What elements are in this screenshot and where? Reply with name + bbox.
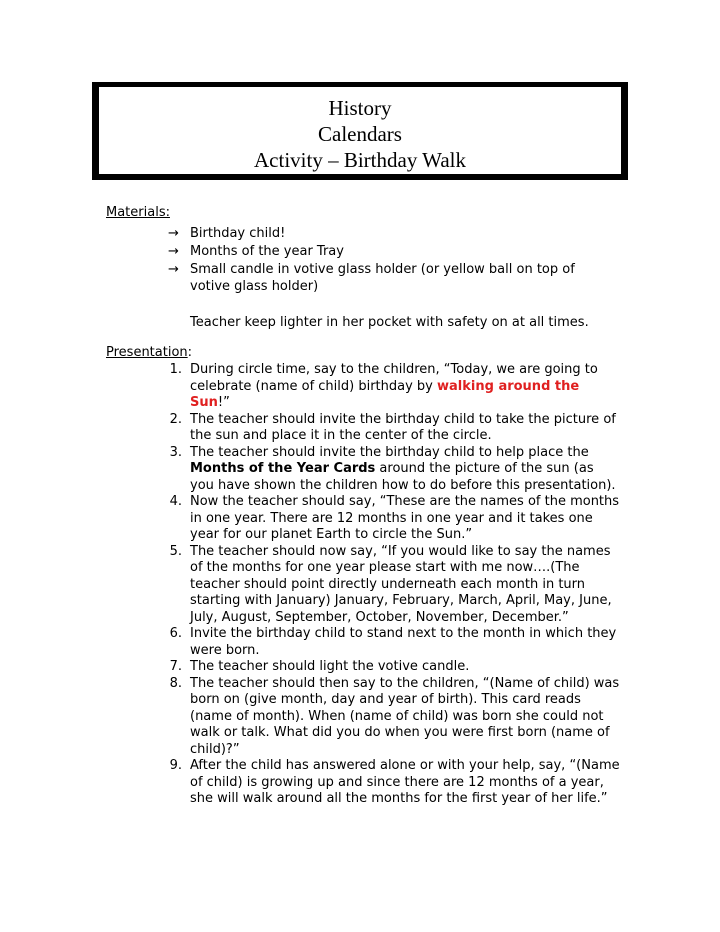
step-item	[160, 544, 620, 627]
title-activity: Activity – Birthday Walk	[254, 148, 466, 172]
step-number: 6.	[169, 626, 182, 641]
step-text: After the child has answered alone or with your help, say, “(Name of child) is growing up and since there are 12 months of a year, she will walk around all the months for the first year of her life.”	[190, 758, 620, 806]
step-number: 2.	[169, 411, 182, 427]
presentation-heading	[106, 345, 192, 362]
step-text: Now the teacher should say, “These are the names of the months in one year. There are 12 months in one year and it takes one year for our planet Earth to circle the Sun.”	[190, 494, 620, 542]
bold-phrase: Months of the Year Cards	[190, 461, 376, 476]
step-text: The teacher should invite the birthday child to take the picture of the sun and place it in the center of the circle.	[190, 411, 616, 443]
right-arrow-icon: →	[168, 226, 179, 241]
highlight-phrase: walking around the Sun	[190, 378, 580, 410]
step-text: The teacher should now say, “If you would like to say the names of the months for one year please start with me now….(The teacher should point directly underneath each month in turn starting with January) January, February, March, April, May, June, July, August, September, October, November, December.”	[190, 543, 612, 625]
step-number: 7.	[169, 659, 182, 674]
step-item	[160, 758, 620, 808]
step-item	[160, 362, 620, 412]
step-number: 3.	[169, 444, 182, 460]
step-text: The teacher should invite the birthday child to help place the	[190, 444, 589, 460]
material-text: Small candle in votive glass holder (or yellow ball on top of votive glass holder)	[190, 262, 575, 294]
step-text: The teacher should then say to the children, “(Name of child) was born on (give month, day and year of birth). This card reads (name of month). When (name of child) was born she could not walk or talk. What did you do when you were first born (name of child)?”	[190, 675, 620, 757]
step-text: The teacher should light the votive candle.	[190, 659, 470, 674]
material-text: Birthday child!	[190, 226, 286, 241]
presentation-heading-colon: :	[187, 345, 193, 360]
step-number: 8.	[169, 675, 182, 691]
step-item	[160, 659, 620, 676]
material-text: Months of the year Tray	[190, 244, 344, 259]
presentation-steps	[160, 362, 620, 808]
title-topic: Calendars	[318, 122, 402, 146]
step-text-end: around the picture of the sun (as you have shown the children how to do before this presentation).	[190, 461, 616, 493]
materials-heading: Materials:	[106, 205, 170, 220]
right-arrow-icon: →	[168, 262, 179, 277]
step-item	[160, 626, 620, 659]
step-number: 9.	[169, 758, 182, 773]
step-number: 1.	[169, 362, 182, 377]
teacher-safety-note: Teacher keep lighter in her pocket with safety on at all times.	[190, 315, 589, 330]
right-arrow-icon: →	[168, 244, 179, 259]
list-item	[168, 226, 618, 243]
step-item	[160, 494, 620, 544]
list-item	[168, 244, 618, 261]
step-text: During circle time, say to the children, “Today, we are going to celebrate (name of child) birthday by	[190, 362, 598, 394]
step-number: 5.	[169, 543, 182, 559]
presentation-heading-text: Presentation	[106, 345, 188, 360]
materials-list	[168, 226, 618, 297]
list-item	[168, 262, 618, 295]
step-text-end: !”	[217, 395, 230, 410]
step-item	[160, 445, 620, 495]
step-item	[160, 676, 620, 759]
step-number: 4.	[169, 494, 182, 509]
step-item	[160, 412, 620, 445]
title-subject: History	[328, 96, 392, 120]
title-box	[92, 82, 628, 180]
step-text: Invite the birthday child to stand next to the month in which they were born.	[190, 626, 617, 658]
